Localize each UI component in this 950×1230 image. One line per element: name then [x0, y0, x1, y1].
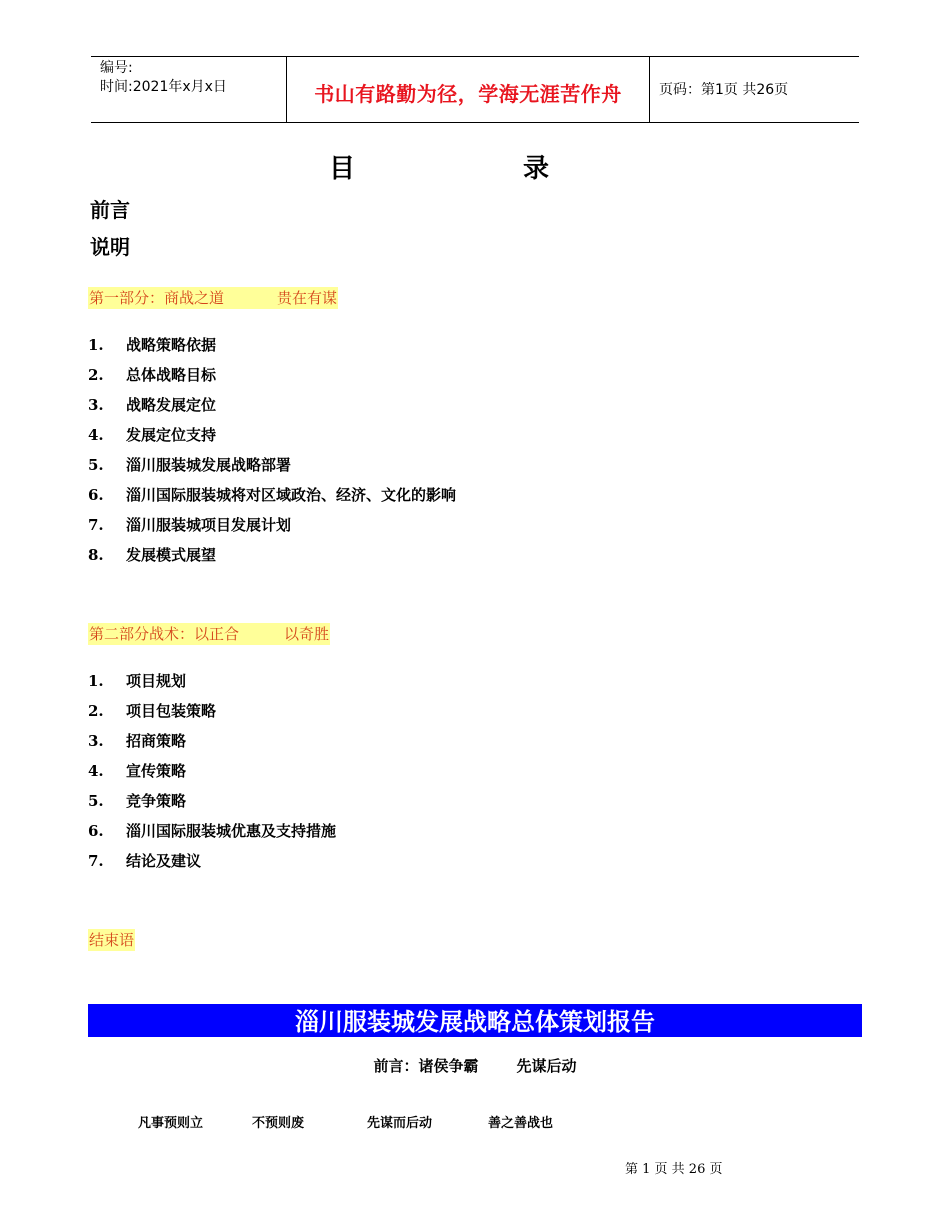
list-item — [88, 696, 336, 726]
list-item — [88, 786, 336, 816]
list-item-text: 淄川服装城项目发展计划 — [126, 516, 292, 534]
part2-label — [88, 623, 330, 645]
list-item-number: 1. — [88, 672, 104, 690]
preface-heading-b: 先谋后动 — [516, 1057, 577, 1075]
list-item-number: 6. — [88, 486, 104, 504]
list-item-text: 宣传策略 — [126, 762, 187, 780]
list-item-text: 淄川国际服装城将对区域政治、经济、文化的影响 — [126, 486, 457, 504]
list-item-number: 3. — [88, 396, 104, 414]
list-item-text: 发展模式展望 — [126, 546, 217, 564]
quote-2: 不预则废 — [252, 1116, 305, 1131]
list-item-text: 淄川国际服装城优惠及支持措施 — [126, 822, 337, 840]
list-item-number: 4. — [88, 762, 104, 780]
list-item-number: 5. — [88, 456, 104, 474]
list-item-number: 5. — [88, 792, 104, 810]
list-item-number: 3. — [88, 732, 104, 750]
header-bottom-rule — [91, 122, 859, 123]
list-item-text: 项目包装策略 — [126, 702, 217, 720]
list-item-text: 竞争策略 — [126, 792, 187, 810]
list-item — [88, 726, 336, 756]
list-item — [88, 450, 456, 480]
list-item-text: 招商策略 — [126, 732, 187, 750]
quote-1: 凡事预则立 — [138, 1116, 204, 1131]
list-item-text: 淄川服装城发展战略部署 — [126, 456, 292, 474]
header-time-label: 时间:2021年x月x日 — [100, 79, 227, 95]
list-item-text: 项目规划 — [126, 672, 187, 690]
list-item-text: 总体战略目标 — [126, 366, 217, 384]
list-item — [88, 390, 456, 420]
list-item — [88, 360, 456, 390]
list-item — [88, 510, 456, 540]
list-item — [88, 330, 456, 360]
header-page-code: 页码：第1页 共26页 — [659, 82, 789, 98]
list-item-number: 2. — [88, 366, 104, 384]
header-top-rule — [91, 56, 859, 57]
list-item — [88, 480, 456, 510]
list-item-number: 6. — [88, 822, 104, 840]
quote-4: 善之善战也 — [488, 1116, 554, 1131]
list-item-number: 8. — [88, 546, 104, 564]
list-item-text: 结论及建议 — [126, 852, 202, 870]
part1-label-b: 贵在有谋 — [277, 289, 338, 307]
list-item — [88, 756, 336, 786]
toc-closing: 结束语 — [89, 931, 135, 949]
list-item-number: 2. — [88, 702, 104, 720]
list-item — [88, 816, 336, 846]
toc-explanation: 说明 — [90, 235, 130, 259]
part1-list — [88, 330, 456, 570]
part2-list — [88, 666, 336, 876]
part1-label — [88, 287, 338, 309]
header-divider-right — [649, 56, 650, 122]
list-item — [88, 846, 336, 876]
header-serial-label: 编号: — [100, 60, 133, 76]
list-item-text: 战略策略依据 — [126, 336, 217, 354]
list-item-number: 4. — [88, 426, 104, 444]
quote-3: 先谋而后动 — [367, 1116, 433, 1131]
preface-heading — [0, 1055, 950, 1076]
preface-heading-a: 前言：诸侯争霸 — [373, 1057, 479, 1075]
list-item-number: 7. — [88, 516, 104, 534]
part2-label-a: 第二部分战术：以正合 — [89, 625, 240, 643]
header-motto: 书山有路勤为径，学海无涯苦作舟 — [314, 82, 622, 106]
toc-preface: 前言 — [90, 198, 130, 222]
list-item-number: 7. — [88, 852, 104, 870]
part1-label-a: 第一部分：商战之道 — [89, 289, 225, 307]
toc-title-left: 目 — [329, 154, 356, 184]
list-item — [88, 540, 456, 570]
list-item-number: 1. — [88, 336, 104, 354]
report-title-banner: 淄川服装城发展战略总体策划报告 — [88, 1004, 862, 1037]
list-item-text: 战略发展定位 — [126, 396, 217, 414]
part2-label-b: 以奇胜 — [284, 625, 330, 643]
page-footer: 第 1 页 共 26 页 — [625, 1162, 723, 1177]
list-item-text: 发展定位支持 — [126, 426, 217, 444]
list-item — [88, 666, 336, 696]
toc-title-right: 录 — [523, 154, 550, 184]
list-item — [88, 420, 456, 450]
